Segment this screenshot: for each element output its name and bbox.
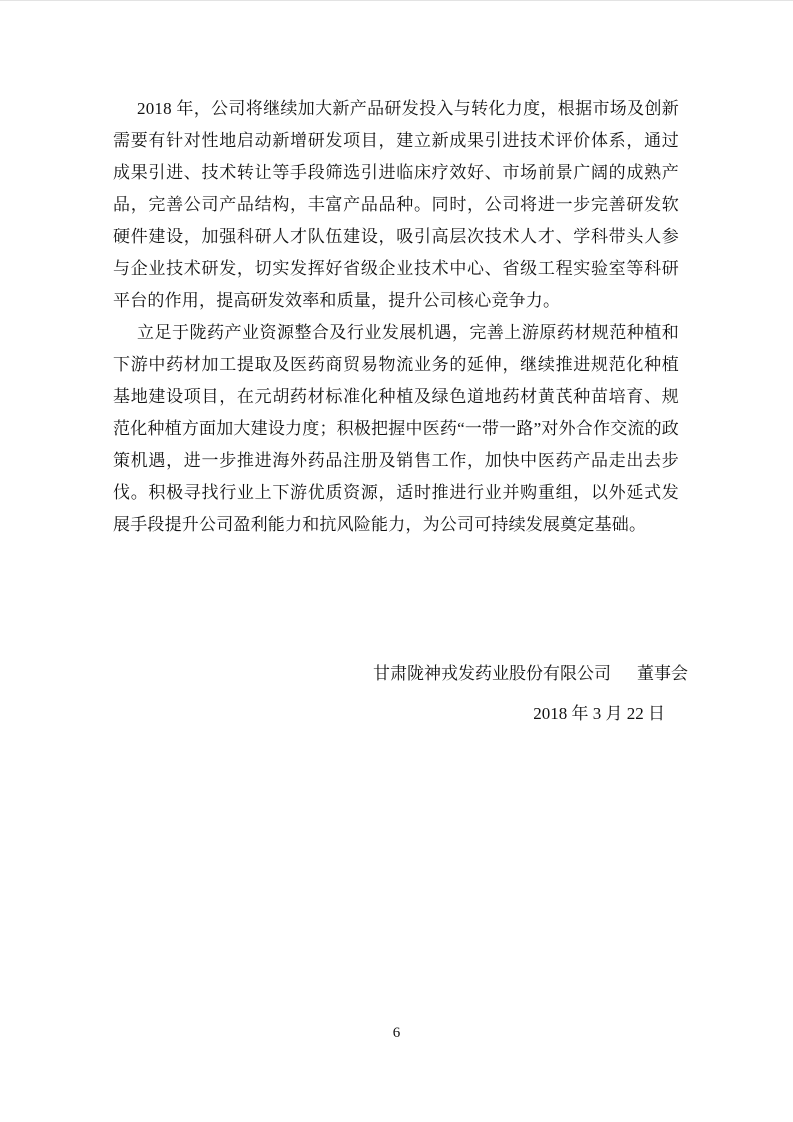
signature-date: 2018 年 3 月 22 日 — [533, 704, 665, 723]
signature-block — [373, 658, 688, 730]
company-name: 甘肃陇神戎发药业股份有限公司 — [373, 664, 611, 683]
document-body — [113, 93, 679, 541]
paragraph-industry-development-plan: 立足于陇药产业资源整合及行业发展机遇，完善上游原药材规范种植和下游中药材加工提取及医药商贸易物流业务的延伸，继续推进规范化种植基地建设项目，在元胡药材标准化种植及绿色道地药材黄芪种苗培育、规范化种植方面加大建设力度；积极把握中医药“一带一路”对外合作交流的政策机遇，进一步推进海外药品注册及销售工作，加快中医药产品走出去步伐。积极寻找行业上下游优质资源，适时推进行业并购重组，以外延式发展手段提升公司盈利能力和抗风险能力，为公司可持续发展奠定基础。 — [113, 323, 679, 534]
board-of-directors-label: 董事会 — [637, 664, 688, 683]
paragraph-rd-investment-plan: 2018 年，公司将继续加大新产品研发投入与转化力度，根据市场及创新需要有针对性地启动新增研发项目，建立新成果引进技术评价体系，通过成果引进、技术转让等手段筛选引进临床疗效好、市场前景广阔的成熟产品，完善公司产品结构，丰富产品品种。同时，公司将进一步完善研发软硬件建设，加强科研人才队伍建设，吸引高层次技术人才、学科带头人参与企业技术研发，切实发挥好省级企业技术中心、省级工程实验室等科研平台的作用，提高研发效率和质量，提升公司核心竞争力。 — [113, 99, 679, 310]
page-number: 6 — [392, 1025, 401, 1041]
signature-line — [373, 658, 688, 690]
